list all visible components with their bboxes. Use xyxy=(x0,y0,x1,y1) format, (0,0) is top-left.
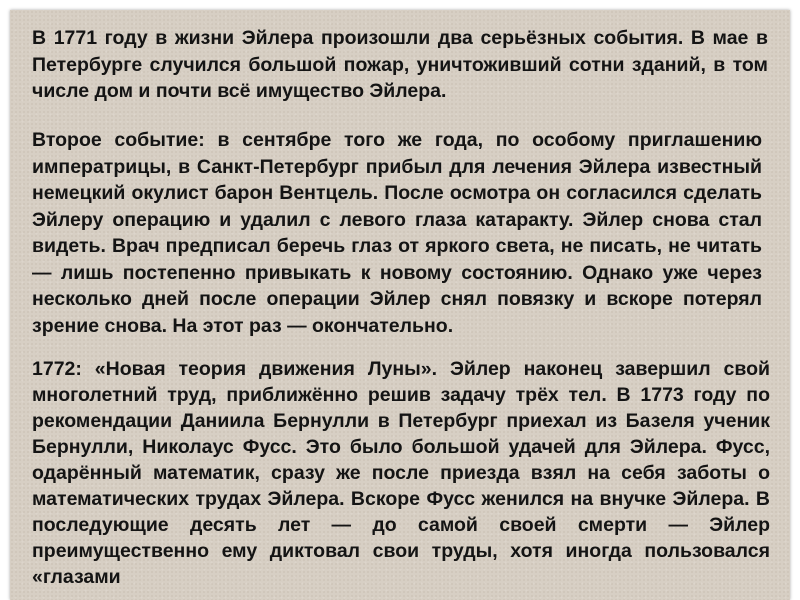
paragraph-fire-1771: В 1771 году в жизни Эйлера произошли два серьёзных события. В мае в Петербурге случился большой пожар, уничтоживший сотни зданий, в том числе дом и почти всё имущество Эйлера. xyxy=(32,27,768,102)
slide xyxy=(10,10,790,600)
paragraph-eye-surgery: Второе событие: в сентябре того же года, по особому приглашению императрицы, в Санкт-Петербург прибыл для лечения Эйлера известный немецкий окулист барон Вентцель. После осмотра он согласился сделать Эйлеру операцию и удалил с левого глаза катаракту. Эйлер снова стал видеть. Врач предписал беречь глаз от яркого света, не писать, не читать — лишь постепенно привыкать к новому состоянию. Однако уже через несколько дней после операции Эйлер снял повязку и вскоре потерял зрение снова. На этот раз — окончательно. xyxy=(32,129,762,337)
paragraph-moon-theory-fuss: 1772: «Новая теория движения Луны». Эйлер наконец завершил свой многолетний труд, приближённо решив задачу трёх тел. В 1773 году по рекомендации Даниила Бернулли в Петербург приехал из Базеля ученик Бернулли, Николаус Фусс. Это было большой удачей для Эйлера. Фусс, одарённый математик, сразу же после приезда взял на себя заботы о математических трудах Эйлера. Вскоре Фусс женился на внучке Эйлера. В последующие десять лет — до самой своей смерти — Эйлер преимущественно ему диктовал свои труды, хотя иногда пользовался «глазами xyxy=(32,358,770,588)
